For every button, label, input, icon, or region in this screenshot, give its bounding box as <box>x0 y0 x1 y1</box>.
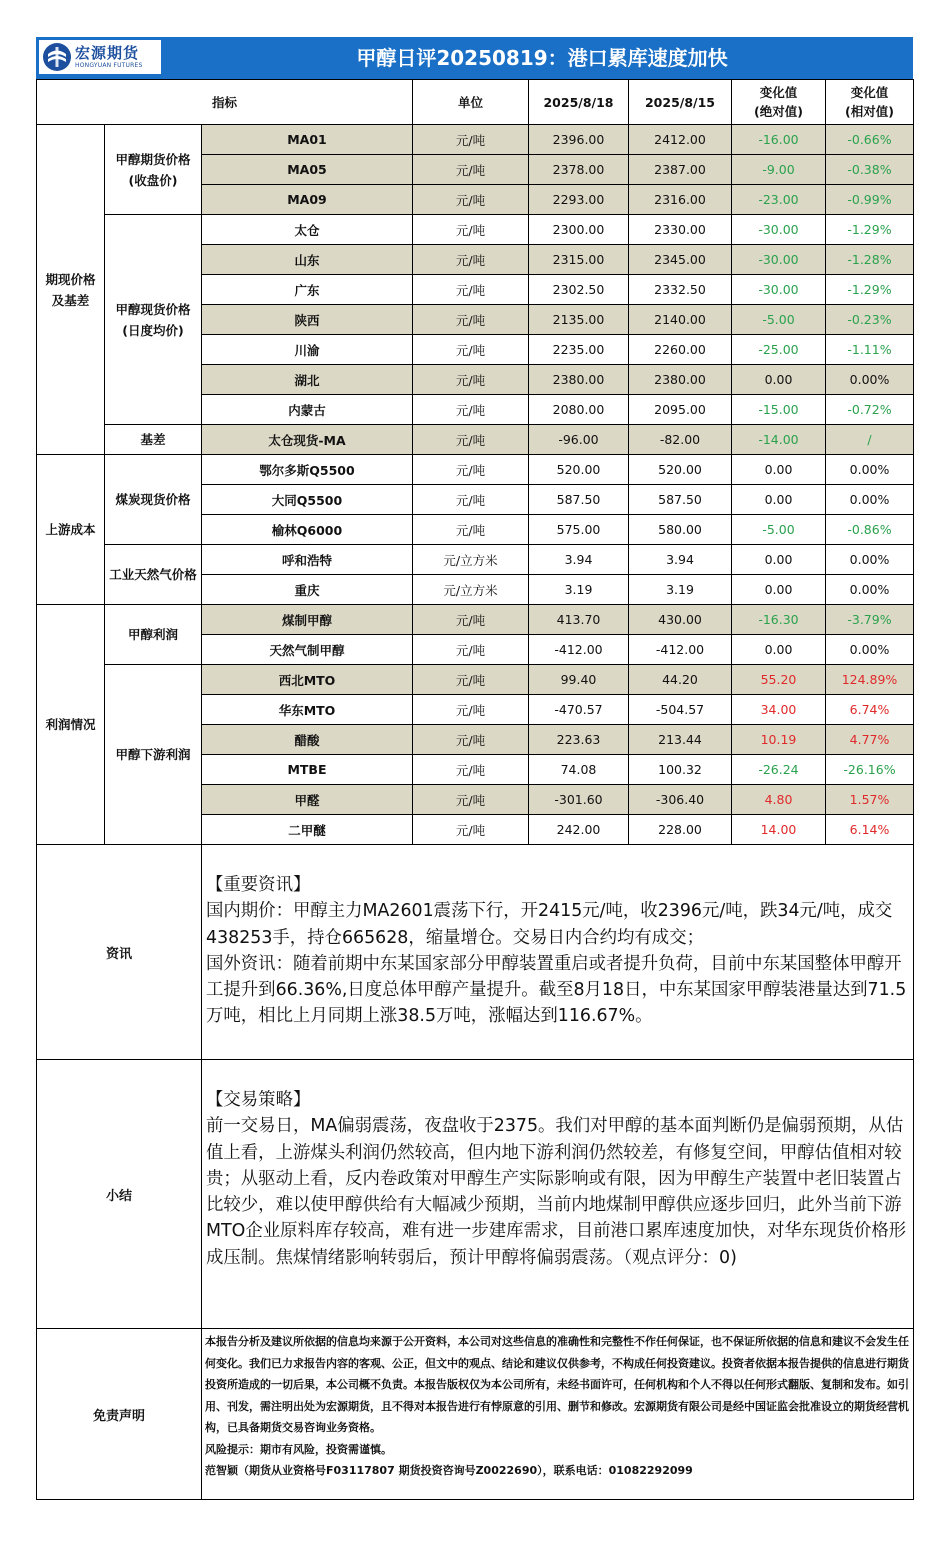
header-date1: 2025/8/18 <box>529 80 629 125</box>
rel-change-value: -0.23% <box>826 305 914 335</box>
rel-change-value: / <box>826 425 914 455</box>
unit-cell: 元/吨 <box>413 335 529 365</box>
rel-change-value: -26.16% <box>826 755 914 785</box>
abs-change-value: 0.00 <box>732 575 826 605</box>
summary-text: 前一交易日，MA偏弱震荡，夜盘收于2375。我们对甲醇的基本面判断仍是偏弱预期，从估值上看，上游煤头利润仍然较高，但内地下游利润仍然较差，有修复空间，甲醇估值相对较贵；从驱动上看，反内卷政策对甲醇生产实际影响或有限，因为甲醇生产装置中老旧装置占比较少，难以使甲醇供给有大幅减少预期，当前内地煤制甲醇供应逐步回归，此外当前下游MTO企业原料库存较高，难有进一步建库需求，目前港口累库速度加快，对华东现货价格形成压制。焦煤情绪影响转弱后，预计甲醇将偏弱震荡。（观点评分：0) <box>206 1116 907 1268</box>
abs-change-value: 0.00 <box>732 545 826 575</box>
report <box>36 37 913 1500</box>
rel-change-value: 6.14% <box>826 815 914 845</box>
header-date2: 2025/8/15 <box>629 80 732 125</box>
abs-change-value: -26.24 <box>732 755 826 785</box>
value-date1: 2080.00 <box>529 395 629 425</box>
logo-name-en: HONGYUAN FUTURES <box>75 61 143 69</box>
news-label: 资讯 <box>37 845 202 1060</box>
abs-change-value: -23.00 <box>732 185 826 215</box>
value-date1: 2302.50 <box>529 275 629 305</box>
unit-cell: 元/吨 <box>413 785 529 815</box>
abs-change-value: -5.00 <box>732 515 826 545</box>
group-futures-price-line1: 甲醇期货价格 <box>115 151 191 167</box>
unit-cell: 元/吨 <box>413 245 529 275</box>
group-methanol-profit: 甲醇利润 <box>105 605 202 665</box>
header-indicator: 指标 <box>37 80 413 125</box>
abs-change-value: 14.00 <box>732 815 826 845</box>
abs-change-value: -9.00 <box>732 155 826 185</box>
abs-change-value: -25.00 <box>732 335 826 365</box>
section-upstream-cost: 上游成本 <box>37 455 105 605</box>
table-row <box>37 665 914 695</box>
value-date1: -96.00 <box>529 425 629 455</box>
indicator-name: 榆林Q6000 <box>202 515 413 545</box>
value-date1: 2396.00 <box>529 125 629 155</box>
company-logo <box>39 40 161 74</box>
value-date1: 520.00 <box>529 455 629 485</box>
indicator-name: 醋酸 <box>202 725 413 755</box>
summary-heading: 【交易策略】 <box>206 1090 311 1110</box>
value-date1: 3.19 <box>529 575 629 605</box>
indicator-name: 甲醛 <box>202 785 413 815</box>
unit-cell: 元/吨 <box>413 395 529 425</box>
rel-change-value: -1.29% <box>826 275 914 305</box>
rel-change-value: -0.99% <box>826 185 914 215</box>
abs-change-value: 10.19 <box>732 725 826 755</box>
unit-cell: 元/吨 <box>413 815 529 845</box>
value-date2: 228.00 <box>629 815 732 845</box>
header-rel-change-line1: 变化值 <box>850 85 889 100</box>
group-spot-price-line2: (日度均价) <box>122 322 184 338</box>
header-rel-change <box>826 80 914 125</box>
value-date2: 587.50 <box>629 485 732 515</box>
abs-change-value: -16.30 <box>732 605 826 635</box>
value-date1: 587.50 <box>529 485 629 515</box>
group-downstream-profit: 甲醇下游利润 <box>105 665 202 845</box>
report-title: 甲醇日评20250819：港口累库速度加快 <box>356 46 728 70</box>
value-date2: 3.94 <box>629 545 732 575</box>
table-row <box>37 545 914 575</box>
value-date1: 2300.00 <box>529 215 629 245</box>
value-date1: 74.08 <box>529 755 629 785</box>
table-row <box>37 425 914 455</box>
value-date1: 242.00 <box>529 815 629 845</box>
news-row <box>37 845 914 1060</box>
abs-change-value: 55.20 <box>732 665 826 695</box>
unit-cell: 元/吨 <box>413 125 529 155</box>
value-date1: 413.70 <box>529 605 629 635</box>
value-date2: 2380.00 <box>629 365 732 395</box>
value-date1: -412.00 <box>529 635 629 665</box>
disclaimer-row <box>37 1329 914 1500</box>
group-coal-spot: 煤炭现货价格 <box>105 455 202 545</box>
indicator-name: 煤制甲醇 <box>202 605 413 635</box>
rel-change-value: 0.00% <box>826 485 914 515</box>
rel-change-value: 0.00% <box>826 635 914 665</box>
unit-cell: 元/立方米 <box>413 575 529 605</box>
risk-warning: 风险提示：期市有风险，投资需谨慎。 <box>205 1442 392 1456</box>
group-spot-price-line1: 甲醇现货价格 <box>115 301 191 317</box>
table-header-row <box>37 80 914 125</box>
indicator-name: MA01 <box>202 125 413 155</box>
rel-change-value: 0.00% <box>826 545 914 575</box>
indicator-name: 二甲醚 <box>202 815 413 845</box>
table-row <box>37 455 914 485</box>
header-abs-change-line2: (绝对值) <box>754 104 803 119</box>
table-row <box>37 215 914 245</box>
value-date1: -301.60 <box>529 785 629 815</box>
abs-change-value: 4.80 <box>732 785 826 815</box>
value-date2: -504.57 <box>629 695 732 725</box>
disclaimer-body <box>202 1329 914 1500</box>
indicator-name: 太仓现货-MA <box>202 425 413 455</box>
group-basis: 基差 <box>105 425 202 455</box>
rel-change-value: 6.74% <box>826 695 914 725</box>
abs-change-value: 0.00 <box>732 635 826 665</box>
value-date2: 2387.00 <box>629 155 732 185</box>
value-date1: 2378.00 <box>529 155 629 185</box>
header-abs-change <box>732 80 826 125</box>
value-date2: 2412.00 <box>629 125 732 155</box>
table-row <box>37 125 914 155</box>
rel-change-value: 0.00% <box>826 455 914 485</box>
unit-cell: 元/吨 <box>413 485 529 515</box>
rel-change-value: 124.89% <box>826 665 914 695</box>
value-date2: 3.19 <box>629 575 732 605</box>
abs-change-value: -16.00 <box>732 125 826 155</box>
analyst-contact: 范智颖（期货从业资格号F03117807 期货投资咨询号Z0022690），联系电话：01082292099 <box>205 1464 693 1477</box>
indicator-name: 呼和浩特 <box>202 545 413 575</box>
value-date1: 2235.00 <box>529 335 629 365</box>
value-date1: 3.94 <box>529 545 629 575</box>
rel-change-value: 1.57% <box>826 785 914 815</box>
unit-cell: 元/吨 <box>413 275 529 305</box>
abs-change-value: 0.00 <box>732 365 826 395</box>
unit-cell: 元/吨 <box>413 515 529 545</box>
value-date1: 2315.00 <box>529 245 629 275</box>
unit-cell: 元/吨 <box>413 425 529 455</box>
value-date2: 2345.00 <box>629 245 732 275</box>
value-date2: 2095.00 <box>629 395 732 425</box>
value-date2: 2260.00 <box>629 335 732 365</box>
summary-body <box>202 1060 914 1329</box>
value-date2: 44.20 <box>629 665 732 695</box>
unit-cell: 元/吨 <box>413 455 529 485</box>
value-date2: 520.00 <box>629 455 732 485</box>
value-date2: 2330.00 <box>629 215 732 245</box>
header-rel-change-line2: (相对值) <box>845 104 894 119</box>
table-row <box>37 605 914 635</box>
unit-cell: 元/吨 <box>413 365 529 395</box>
news-domestic: 国内期价：甲醇主力MA2601震荡下行，开2415元/吨，收2396元/吨，跌34元/吨，成交438253手，持仓665628，缩量增仓。交易日内合约均有成交； <box>206 901 893 948</box>
unit-cell: 元/吨 <box>413 665 529 695</box>
value-date1: 2293.00 <box>529 185 629 215</box>
rel-change-value: -0.38% <box>826 155 914 185</box>
value-date2: -412.00 <box>629 635 732 665</box>
indicator-name: MA09 <box>202 185 413 215</box>
group-spot-price <box>105 215 202 425</box>
indicator-name: 天然气制甲醇 <box>202 635 413 665</box>
rel-change-value: -1.29% <box>826 215 914 245</box>
summary-label: 小结 <box>37 1060 202 1329</box>
news-heading: 【重要资讯】 <box>206 875 311 895</box>
value-date2: 430.00 <box>629 605 732 635</box>
value-date2: 2316.00 <box>629 185 732 215</box>
report-header <box>36 37 913 79</box>
indicator-name: MTBE <box>202 755 413 785</box>
group-futures-price <box>105 125 202 215</box>
abs-change-value: 0.00 <box>732 455 826 485</box>
indicator-name: 陕西 <box>202 305 413 335</box>
value-date2: 2332.50 <box>629 275 732 305</box>
value-date1: 2380.00 <box>529 365 629 395</box>
rel-change-value: -0.86% <box>826 515 914 545</box>
abs-change-value: -30.00 <box>732 275 826 305</box>
indicator-name: 山东 <box>202 245 413 275</box>
unit-cell: 元/吨 <box>413 155 529 185</box>
value-date1: 2135.00 <box>529 305 629 335</box>
rel-change-value: -0.72% <box>826 395 914 425</box>
rel-change-value: -1.28% <box>826 245 914 275</box>
disclaimer-text: 本报告分析及建议所依据的信息均来源于公开资料，本公司对这些信息的准确性和完整性不作任何保证，也不保证所依据的信息和建议不会发生任何变化。我们已力求报告内容的客观、公正，但文中的观点、结论和建议仅供参考，不构成任何投资建议。投资者依据本报告提供的信息进行期货投资所造成的一切后果，本公司概不负责。本报告版权仅为本公司所有，未经书面许可，任何机构和个人不得以任何形式翻版、复制和发布。如引用、刊发，需注明出处为宏源期货，且不得对本报告进行有悖原意的引用、删节和修改。宏源期货有限公司是经中国证监会批准设立的期货经营机构，已具备期货交易咨询业务资格。 <box>205 1335 909 1434</box>
abs-change-value: 34.00 <box>732 695 826 725</box>
news-body <box>202 845 914 1060</box>
indicator-name: 太仓 <box>202 215 413 245</box>
rel-change-value: -3.79% <box>826 605 914 635</box>
group-futures-price-line2: (收盘价) <box>128 172 178 188</box>
indicator-name: 华东MTO <box>202 695 413 725</box>
indicator-name: 鄂尔多斯Q5500 <box>202 455 413 485</box>
unit-cell: 元/吨 <box>413 755 529 785</box>
section-profit: 利润情况 <box>37 605 105 845</box>
logo-name-cn: 宏源期货 <box>75 43 140 62</box>
indicator-name: 重庆 <box>202 575 413 605</box>
unit-cell: 元/吨 <box>413 215 529 245</box>
methanol-data-table <box>36 79 914 1500</box>
abs-change-value: -15.00 <box>732 395 826 425</box>
value-date2: -306.40 <box>629 785 732 815</box>
value-date2: 2140.00 <box>629 305 732 335</box>
disclaimer-label: 免责声明 <box>37 1329 202 1500</box>
abs-change-value: 0.00 <box>732 485 826 515</box>
value-date1: -470.57 <box>529 695 629 725</box>
rel-change-value: -1.11% <box>826 335 914 365</box>
group-gas-price: 工业天然气价格 <box>105 545 202 605</box>
abs-change-value: -14.00 <box>732 425 826 455</box>
unit-cell: 元/吨 <box>413 695 529 725</box>
rel-change-value: 0.00% <box>826 365 914 395</box>
abs-change-value: -30.00 <box>732 245 826 275</box>
value-date1: 223.63 <box>529 725 629 755</box>
news-foreign: 国外资讯：随着前期中东某国家部分甲醇装置重启或者提升负荷，目前中东某国整体甲醇开工提升到66.36%,日度总体甲醇产量提升。截至8月18日，中东某国家甲醇装港量达到71.5万吨，相比上月同期上涨38.5万吨，涨幅达到116.67%。 <box>206 953 907 1027</box>
header-unit: 单位 <box>413 80 529 125</box>
indicator-name: MA05 <box>202 155 413 185</box>
value-date2: -82.00 <box>629 425 732 455</box>
indicator-name: 内蒙古 <box>202 395 413 425</box>
abs-change-value: -5.00 <box>732 305 826 335</box>
rel-change-value: 4.77% <box>826 725 914 755</box>
indicator-name: 西北MTO <box>202 665 413 695</box>
rel-change-value: -0.66% <box>826 125 914 155</box>
indicator-name: 大同Q5500 <box>202 485 413 515</box>
indicator-name: 湖北 <box>202 365 413 395</box>
unit-cell: 元/吨 <box>413 725 529 755</box>
summary-row <box>37 1060 914 1329</box>
unit-cell: 元/吨 <box>413 305 529 335</box>
value-date1: 575.00 <box>529 515 629 545</box>
value-date2: 580.00 <box>629 515 732 545</box>
rel-change-value: 0.00% <box>826 575 914 605</box>
unit-cell: 元/立方米 <box>413 545 529 575</box>
section-price-basis-line2: 及基差 <box>51 292 90 308</box>
logo-text <box>75 43 143 69</box>
section-price-basis <box>37 125 105 455</box>
unit-cell: 元/吨 <box>413 605 529 635</box>
indicator-name: 川渝 <box>202 335 413 365</box>
value-date2: 213.44 <box>629 725 732 755</box>
value-date2: 100.32 <box>629 755 732 785</box>
header-abs-change-line1: 变化值 <box>759 85 798 100</box>
indicator-name: 广东 <box>202 275 413 305</box>
unit-cell: 元/吨 <box>413 635 529 665</box>
hongyuan-logo-icon <box>42 42 72 72</box>
unit-cell: 元/吨 <box>413 185 529 215</box>
section-price-basis-line1: 期现价格 <box>45 271 96 287</box>
abs-change-value: -30.00 <box>732 215 826 245</box>
value-date1: 99.40 <box>529 665 629 695</box>
